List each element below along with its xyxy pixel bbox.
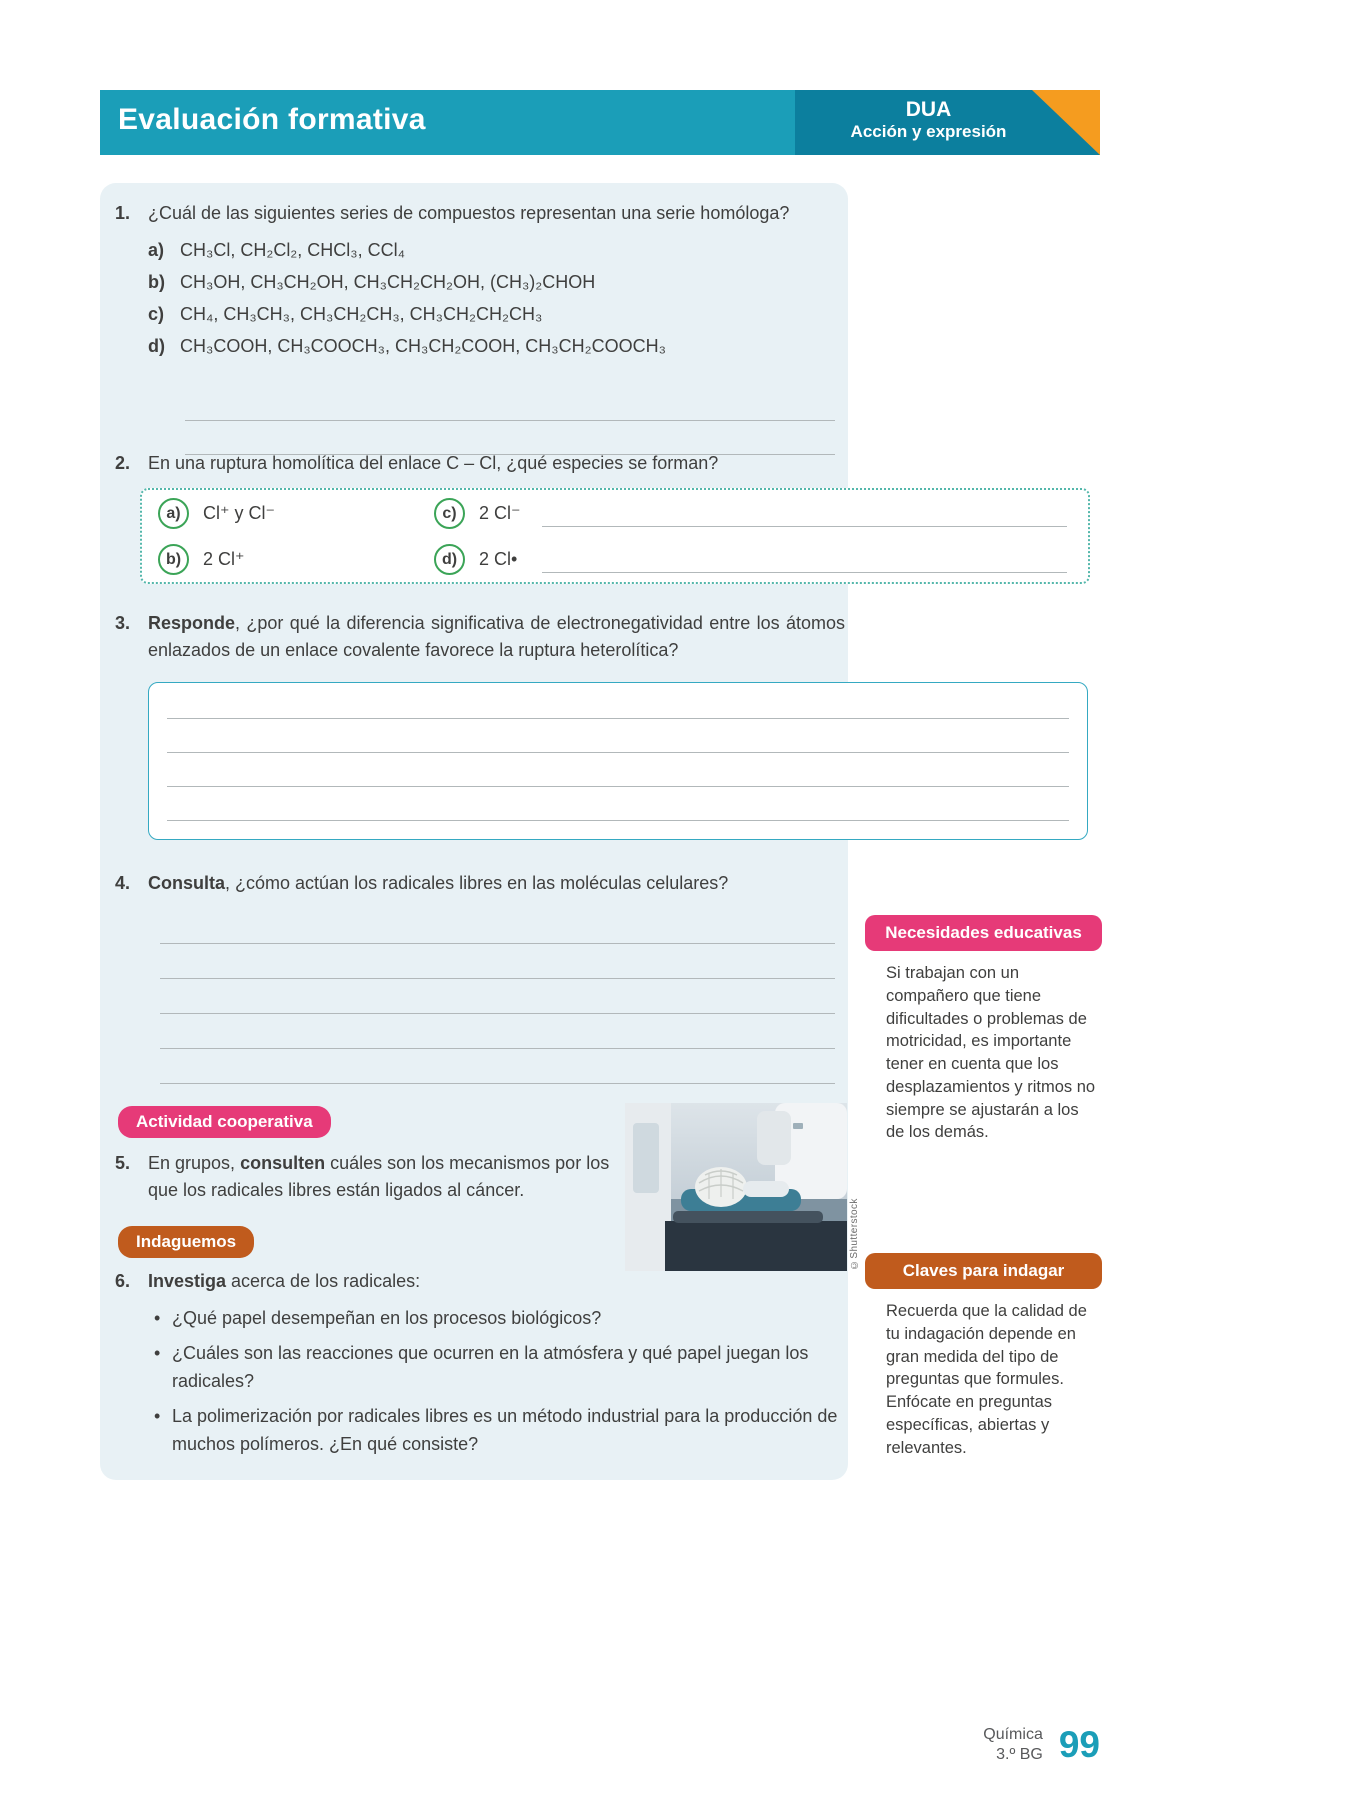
question-2-options-box <box>140 488 1090 584</box>
question-4-rest: , ¿cómo actúan los radicales libres en las moléculas celulares? <box>225 873 729 893</box>
question-5-text <box>148 1150 615 1204</box>
option-b <box>148 269 839 301</box>
question-6 <box>115 1268 847 1465</box>
option-b-label: b) <box>148 272 165 292</box>
inquiry-keys-badge: Claves para indagar <box>865 1253 1102 1289</box>
header-bar <box>100 90 1100 155</box>
question-6-number: 6. <box>115 1271 131 1291</box>
cooperative-activity-badge: Actividad cooperativa <box>118 1106 331 1138</box>
question-5-bold: consulten <box>240 1153 326 1173</box>
answer-line <box>167 753 1069 787</box>
footer-subject-grade <box>983 1725 1043 1765</box>
option-c <box>434 498 521 529</box>
question-3-answer-box <box>148 682 1088 840</box>
bullet-item: • ¿Qué papel desempeñan en los procesos biológicos? <box>150 1305 847 1333</box>
option-a-label: a) <box>148 240 165 260</box>
question-1-options <box>148 237 839 365</box>
answer-line <box>542 572 1067 573</box>
question-1-text: ¿Cuál de las siguientes series de compuestos representan una serie homóloga? <box>148 203 790 223</box>
answer-line <box>160 1049 835 1084</box>
question-5-post: cuáles son los mecanismos por los que los radicales libres están ligados al cáncer. <box>148 1153 610 1200</box>
question-3-lead: Responde <box>148 613 236 633</box>
option-d <box>434 544 517 575</box>
answer-line <box>160 944 835 979</box>
special-needs-text: Si trabajan con un compañero que tiene dificultades o problemas de motricidad, es importante tener en cuenta que los desplazamientos y ritmos no siempre se ajustarán a los de los demás. <box>886 964 1096 1142</box>
option-d-label: d) <box>148 336 165 356</box>
question-6-rest: acerca de los radicales: <box>226 1271 421 1291</box>
option-b <box>158 544 245 575</box>
option-b-circle: b) <box>158 544 189 575</box>
footer-subject: Química <box>983 1726 1043 1743</box>
option-d-circle: d) <box>434 544 465 575</box>
page-title: Evaluación formativa <box>118 103 426 136</box>
option-c-circle: c) <box>434 498 465 529</box>
option-a-value: Cl⁺ y Cl⁻ <box>203 503 275 523</box>
photo-credit: ©Shutterstock <box>849 1198 860 1270</box>
question-4-text <box>148 870 839 897</box>
question-4-lead: Consulta <box>148 873 226 893</box>
answer-line <box>160 909 835 944</box>
radiotherapy-photo <box>625 1103 847 1271</box>
option-d-value: 2 Cl• <box>479 549 518 569</box>
question-1-answer-lines <box>185 387 835 455</box>
question-2 <box>115 450 839 477</box>
inquiry-badge: Indaguemos <box>118 1226 254 1258</box>
answer-line <box>167 685 1069 719</box>
answer-line <box>160 1014 835 1049</box>
question-5 <box>115 1150 615 1204</box>
question-3-number: 3. <box>115 613 131 633</box>
option-d-formula: CH₃COOH, CH₃COOCH₃, CH₃CH₂COOH, CH₃CH₂COOCH₃ <box>180 336 666 356</box>
option-c-value: 2 Cl⁻ <box>479 503 521 523</box>
question-2-text: En una ruptura homolítica del enlace C – Cl, ¿qué especies se forman? <box>148 453 719 473</box>
bullet-item: • ¿Cuáles son las reacciones que ocurren en la atmósfera y qué papel juegan los radicales? <box>150 1340 847 1396</box>
answer-line <box>167 719 1069 753</box>
question-6-text <box>148 1268 847 1295</box>
question-5-number: 5. <box>115 1153 131 1173</box>
inquiry-keys-text: Recuerda que la calidad de tu indagación depende en gran medida del tipo de preguntas que formules. Enfócate en preguntas específicas, abiertas y relevantes. <box>886 1302 1087 1457</box>
option-c-label: c) <box>148 304 165 324</box>
answer-line <box>160 979 835 1014</box>
question-6-bullets <box>150 1305 847 1458</box>
page-footer <box>840 1724 1100 1766</box>
option-b-formula: CH₃OH, CH₃CH₂OH, CH₃CH₂CH₂OH, (CH₃)₂CHOH <box>180 272 596 292</box>
question-6-lead: Investiga <box>148 1271 227 1291</box>
option-a-formula: CH₃Cl, CH₂Cl₂, CHCl₃, CCl₄ <box>180 240 405 260</box>
page-number: 99 <box>1058 1724 1100 1765</box>
question-1 <box>115 200 839 455</box>
question-2-number: 2. <box>115 453 131 473</box>
option-b-value: 2 Cl⁺ <box>203 549 245 569</box>
dua-title: DUA <box>905 98 952 121</box>
option-c <box>148 301 839 333</box>
option-a <box>158 498 275 529</box>
question-5-pre: En grupos, <box>148 1153 241 1173</box>
question-4-answer-lines <box>160 909 835 1084</box>
option-c-formula: CH₄, CH₃CH₃, CH₃CH₂CH₃, CH₃CH₂CH₂CH₃ <box>180 304 543 324</box>
answer-line <box>167 787 1069 821</box>
question-4-number: 4. <box>115 873 131 893</box>
question-4 <box>115 870 839 1084</box>
option-a-circle: a) <box>158 498 189 529</box>
question-1-number: 1. <box>115 203 131 223</box>
option-d <box>148 333 839 365</box>
footer-grade: 3.º BG <box>996 1746 1043 1763</box>
answer-line <box>185 387 835 421</box>
answer-line <box>542 526 1067 527</box>
option-a <box>148 237 839 269</box>
question-3-text <box>148 610 845 664</box>
question-3-rest: , ¿por qué la diferencia significativa de electronegatividad entre los átomos enlazados de un enlace covalente favorece la ruptura heterolítica? <box>148 613 845 660</box>
bullet-item: • La polimerización por radicales libres es un método industrial para la producción de muchos polímeros. ¿En qué consiste? <box>150 1403 847 1459</box>
question-3 <box>115 610 845 664</box>
dua-subtitle: Acción y expresión <box>850 122 1007 142</box>
special-needs-badge: Necesidades educativas <box>865 915 1102 951</box>
